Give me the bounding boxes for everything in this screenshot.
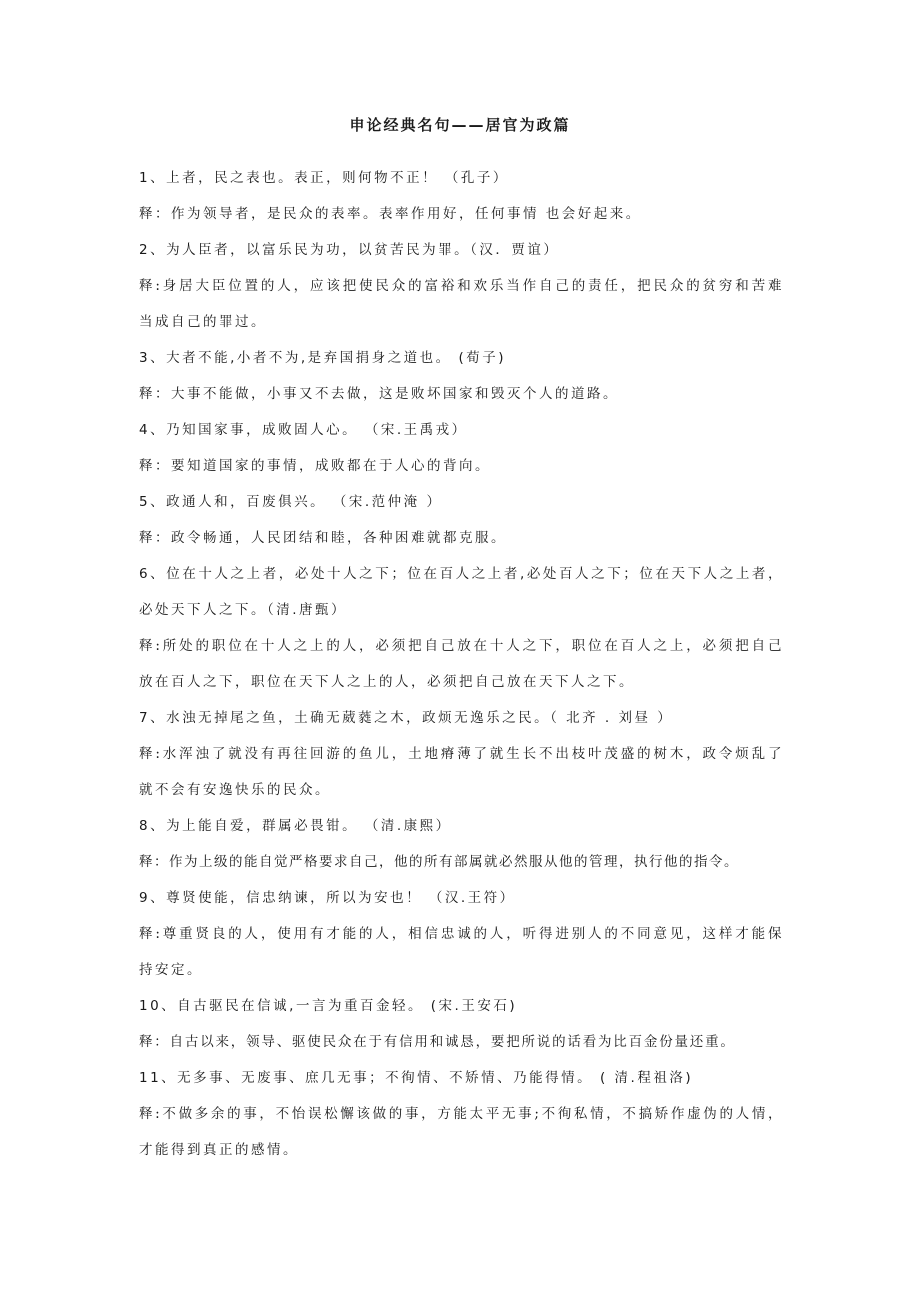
explanation-8: 释：作为上级的能自觉严格要求自己，他的所有部属就必然服从他的管理，执行他的指令。 — [139, 854, 739, 870]
explanation-5: 释：政令畅通，人民团结和睦，各种困难就都克服。 — [139, 530, 507, 546]
explanation-4: 释：要知道国家的事情，成败都在于人心的背向。 — [139, 458, 491, 474]
quote-1: 1、上者，民之表也。表正，则何物不正！ （孔子） — [139, 170, 509, 186]
quote-3: 3、大者不能,小者不为,是弃国捐身之道也。 (荀子) — [139, 350, 506, 366]
quote-8: 8、为上能自爱，群属必畏钳。 （清.康熙） — [139, 818, 452, 834]
explanation-6: 释:所处的职位在十人之上的人，必须把自己放在十人之下，职位在百人之上，必须把自己放在百人之下，职位在天下人之上的人，必须把自己放在天下人之下。 — [139, 638, 784, 690]
quote-6: 6、位在十人之上者，必处十人之下；位在百人之上者,必处百人之下；位在天下人之上者，必处天下人之下。（清.唐甄） — [139, 566, 784, 618]
quote-2: 2、为人臣者，以富乐民为功，以贫苦民为罪。（汉．贾谊） — [139, 242, 560, 258]
explanation-7: 释:水浑浊了就没有再往回游的鱼儿，土地瘠薄了就生长不出枝叶茂盛的树木，政令烦乱了就不会有安逸快乐的民众。 — [139, 746, 784, 798]
quote-7: 7、水浊无掉尾之鱼，土确无葳蕤之木，政烦无逸乐之民。（ 北齐 . 刘昼 ） — [139, 710, 674, 726]
explanation-11: 释:不做多余的事，不怡误松懈该做的事，方能太平无事;不徇私情，不搞矫作虚伪的人情，才能得到真正的感情。 — [139, 1106, 784, 1158]
quote-4: 4、乃知国家事，成败固人心。 （宋.王禹戎） — [139, 422, 468, 438]
explanation-9: 释:尊重贤良的人，使用有才能的人，相信忠诚的人，听得进别人的不同意见，这样才能保持安定。 — [139, 926, 784, 978]
quote-11: 11、无多事、无废事、庶几无事；不徇情、不矫情、乃能得情。 ( 清.程祖洛) — [139, 1070, 694, 1086]
quote-10: 10、自古驱民在信诚,一言为重百金轻。 (宋.王安石) — [139, 998, 518, 1014]
explanation-3: 释：大事不能做，小事又不去做，这是败坏国家和毁灭个人的道路。 — [139, 386, 619, 402]
quote-5: 5、政通人和，百废俱兴。 （宋.范仲淹 ） — [139, 494, 443, 510]
explanation-1: 释：作为领导者，是民众的表率。表率作用好，任何事情 也会好起来。 — [139, 206, 642, 222]
explanation-10: 释：自古以来，领导、驱使民众在于有信用和诚恳，要把所说的话看为比百金份量还重。 — [139, 1034, 736, 1050]
quote-9: 9、尊贤使能，信忠纳谏，所以为安也！ （汉.王符） — [139, 890, 516, 906]
quote-list — [139, 160, 784, 1168]
page-title: 申论经典名句——居官为政篇 — [349, 116, 571, 134]
explanation-2: 释:身居大臣位置的人，应该把使民众的富裕和欢乐当作自己的责任，把民众的贫穷和苦难当成自己的罪过。 — [139, 278, 784, 330]
